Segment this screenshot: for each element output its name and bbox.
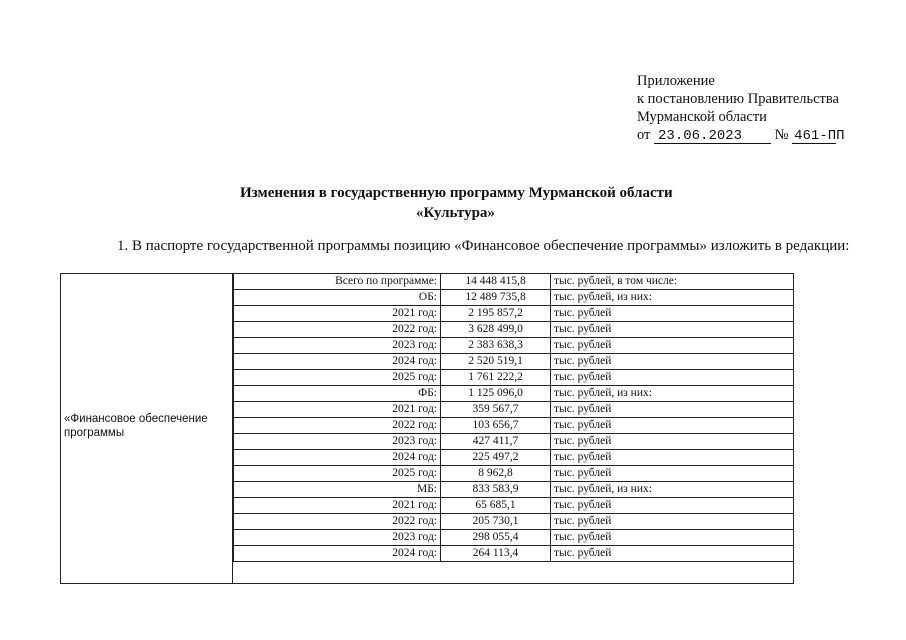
row-value: 3 628 499,0	[441, 321, 551, 337]
row-label: 2025 год:	[234, 465, 441, 481]
table-row	[234, 481, 794, 497]
row-label: 2021 год:	[234, 497, 441, 513]
row-unit: тыс. рублей	[551, 529, 794, 545]
row-label: 2021 год:	[234, 401, 441, 417]
row-label: 2023 год:	[234, 337, 441, 353]
row-label: 2022 год:	[234, 417, 441, 433]
row-unit: тыс. рублей	[551, 369, 794, 385]
row-unit: тыс. рублей	[551, 497, 794, 513]
row-label: 2024 год:	[234, 545, 441, 561]
row-value: 833 583,9	[441, 481, 551, 497]
table-row	[234, 273, 794, 289]
row-label: 2022 год:	[234, 513, 441, 529]
table-row	[234, 465, 794, 481]
table-row	[234, 305, 794, 321]
table-row	[234, 417, 794, 433]
table-row	[234, 337, 794, 353]
row-label: 2023 год:	[234, 433, 441, 449]
financing-table	[233, 273, 794, 562]
row-label: ОБ:	[234, 289, 441, 305]
appendix-date-line	[637, 126, 845, 144]
row-value: 2 195 857,2	[441, 305, 551, 321]
row-unit: тыс. рублей	[551, 305, 794, 321]
row-label: ФБ:	[234, 385, 441, 401]
financing-table-body	[234, 273, 794, 561]
row-value: 12 489 735,8	[441, 289, 551, 305]
row-unit: тыс. рублей	[551, 401, 794, 417]
row-label: 2022 год:	[234, 321, 441, 337]
row-value: 205 730,1	[441, 513, 551, 529]
row-value: 1 761 222,2	[441, 369, 551, 385]
row-unit: тыс. рублей, из них:	[551, 481, 794, 497]
row-unit: тыс. рублей	[551, 449, 794, 465]
row-unit: тыс. рублей	[551, 337, 794, 353]
row-unit: тыс. рублей	[551, 513, 794, 529]
appendix-decree-line: к постановлению Правительства	[637, 91, 839, 107]
row-unit: тыс. рублей, из них:	[551, 289, 794, 305]
decree-number: 461-ПП	[794, 128, 845, 144]
number-sign: №	[774, 127, 789, 143]
row-label: 2021 год:	[234, 305, 441, 321]
row-label: 2024 год:	[234, 353, 441, 369]
row-unit: тыс. рублей	[551, 417, 794, 433]
row-value: 2 520 519,1	[441, 353, 551, 369]
table-row	[234, 513, 794, 529]
decree-date: 23.06.2023	[654, 129, 771, 144]
table-row	[234, 433, 794, 449]
title-line-1: Изменения в государственную программу Мурманской области	[240, 185, 673, 201]
row-label: Всего по программе:	[234, 273, 441, 289]
row-value: 65 685,1	[441, 497, 551, 513]
table-row	[234, 401, 794, 417]
row-value: 103 656,7	[441, 417, 551, 433]
row-value: 359 567,7	[441, 401, 551, 417]
intro-paragraph: 1. В паспорте государственной программы позицию «Финансовое обеспечение программы» изложить в редакции:	[117, 238, 850, 254]
appendix-title: Приложение	[637, 73, 715, 89]
financing-position-label: «Финансовое обеспечение программы	[64, 413, 208, 439]
row-label: 2025 год:	[234, 369, 441, 385]
from-label: от	[637, 127, 651, 143]
row-unit: тыс. рублей	[551, 465, 794, 481]
row-value: 264 113,4	[441, 545, 551, 561]
table-row	[234, 353, 794, 369]
row-value: 225 497,2	[441, 449, 551, 465]
table-row	[234, 449, 794, 465]
row-unit: тыс. рублей, в том числе:	[551, 273, 794, 289]
row-unit: тыс. рублей	[551, 321, 794, 337]
row-value: 427 411,7	[441, 433, 551, 449]
row-unit: тыс. рублей, из них:	[551, 385, 794, 401]
table-row	[234, 385, 794, 401]
row-unit: тыс. рублей	[551, 545, 794, 561]
row-unit: тыс. рублей	[551, 353, 794, 369]
row-value: 14 448 415,8	[441, 273, 551, 289]
row-value: 8 962,8	[441, 465, 551, 481]
row-value: 2 383 638,3	[441, 337, 551, 353]
table-row	[234, 529, 794, 545]
table-row	[234, 369, 794, 385]
row-label: МБ:	[234, 481, 441, 497]
appendix-region-line: Мурманской области	[637, 109, 767, 125]
row-value: 1 125 096,0	[441, 385, 551, 401]
table-row	[234, 497, 794, 513]
table-row	[234, 289, 794, 305]
appendix-header	[637, 72, 845, 144]
row-unit: тыс. рублей	[551, 433, 794, 449]
table-row	[234, 545, 794, 561]
row-value: 298 055,4	[441, 529, 551, 545]
row-label: 2024 год:	[234, 449, 441, 465]
table-row	[234, 321, 794, 337]
title-line-2: «Культура»	[416, 205, 495, 221]
row-label: 2023 год:	[234, 529, 441, 545]
